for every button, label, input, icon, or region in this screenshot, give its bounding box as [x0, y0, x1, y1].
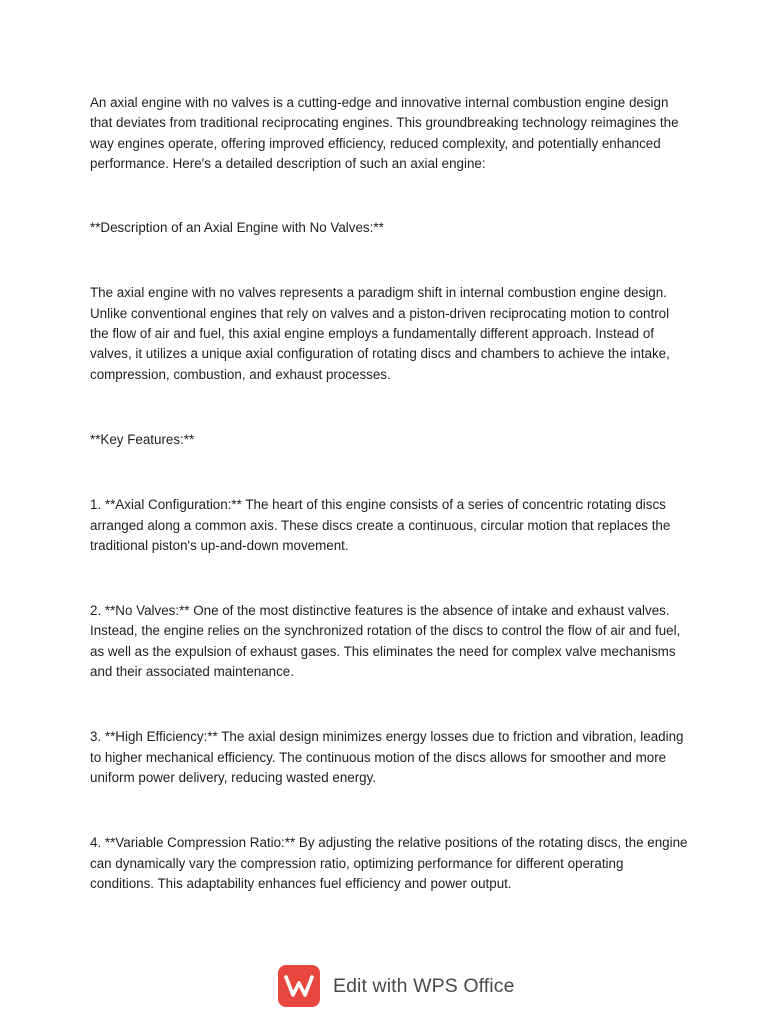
- feature-variable-compression: 4. **Variable Compression Ratio:** By adjusting the relative positions of the rotating discs, the engine can dynamically vary the compression ratio, optimizing performance for different operating conditions. This adaptability enhances fuel efficiency and power output.: [90, 835, 688, 891]
- feature-no-valves: 2. **No Valves:** One of the most distinctive features is the absence of intake and exhaust valves. Instead, the engine relies on the synchronized rotation of the discs to control the flow of air and fuel, as well as the expulsion of exhaust gases. This eliminates the need for complex valve mechanisms and their associated maintenance.: [90, 603, 681, 680]
- section-heading-description: **Description of an Axial Engine with No Valves:**: [90, 220, 384, 236]
- feature-high-efficiency: 3. **High Efficiency:** The axial design minimizes energy losses due to friction and vibration, leading to higher mechanical efficiency. The continuous motion of the discs allows for smoother and more uniform power delivery, reducing wasted energy.: [90, 729, 684, 785]
- description-paragraph: The axial engine with no valves represents a paradigm shift in internal combustion engine design. Unlike conventional engines that rely on valves and a piston-driven reciprocating motion to control the flow of air and fuel, this axial engine employs a fundamentally different approach. Instead of valves, it utilizes a unique axial configuration of rotating discs and chambers to achieve the intake, compression, combustion, and exhaust processes.: [90, 285, 670, 382]
- edit-with-wps-label: Edit with WPS Office: [333, 974, 515, 997]
- edit-with-wps-banner[interactable]: [278, 964, 515, 1008]
- feature-axial-configuration: 1. **Axial Configuration:** The heart of this engine consists of a series of concentric rotating discs arranged along a common axis. These discs create a continuous, circular motion that replaces the traditional piston's up-and-down movement.: [90, 497, 671, 553]
- wps-logo-icon: [278, 965, 320, 1007]
- document-body: [90, 93, 690, 894]
- intro-paragraph: An axial engine with no valves is a cutting-edge and innovative internal combustion engine design that deviates from traditional reciprocating engines. This groundbreaking technology reimagines the way engines operate, offering improved efficiency, reduced complexity, and potentially enhanced performance. Here's a detailed description of such an axial engine:: [90, 95, 679, 171]
- section-heading-key-features: **Key Features:**: [90, 431, 195, 447]
